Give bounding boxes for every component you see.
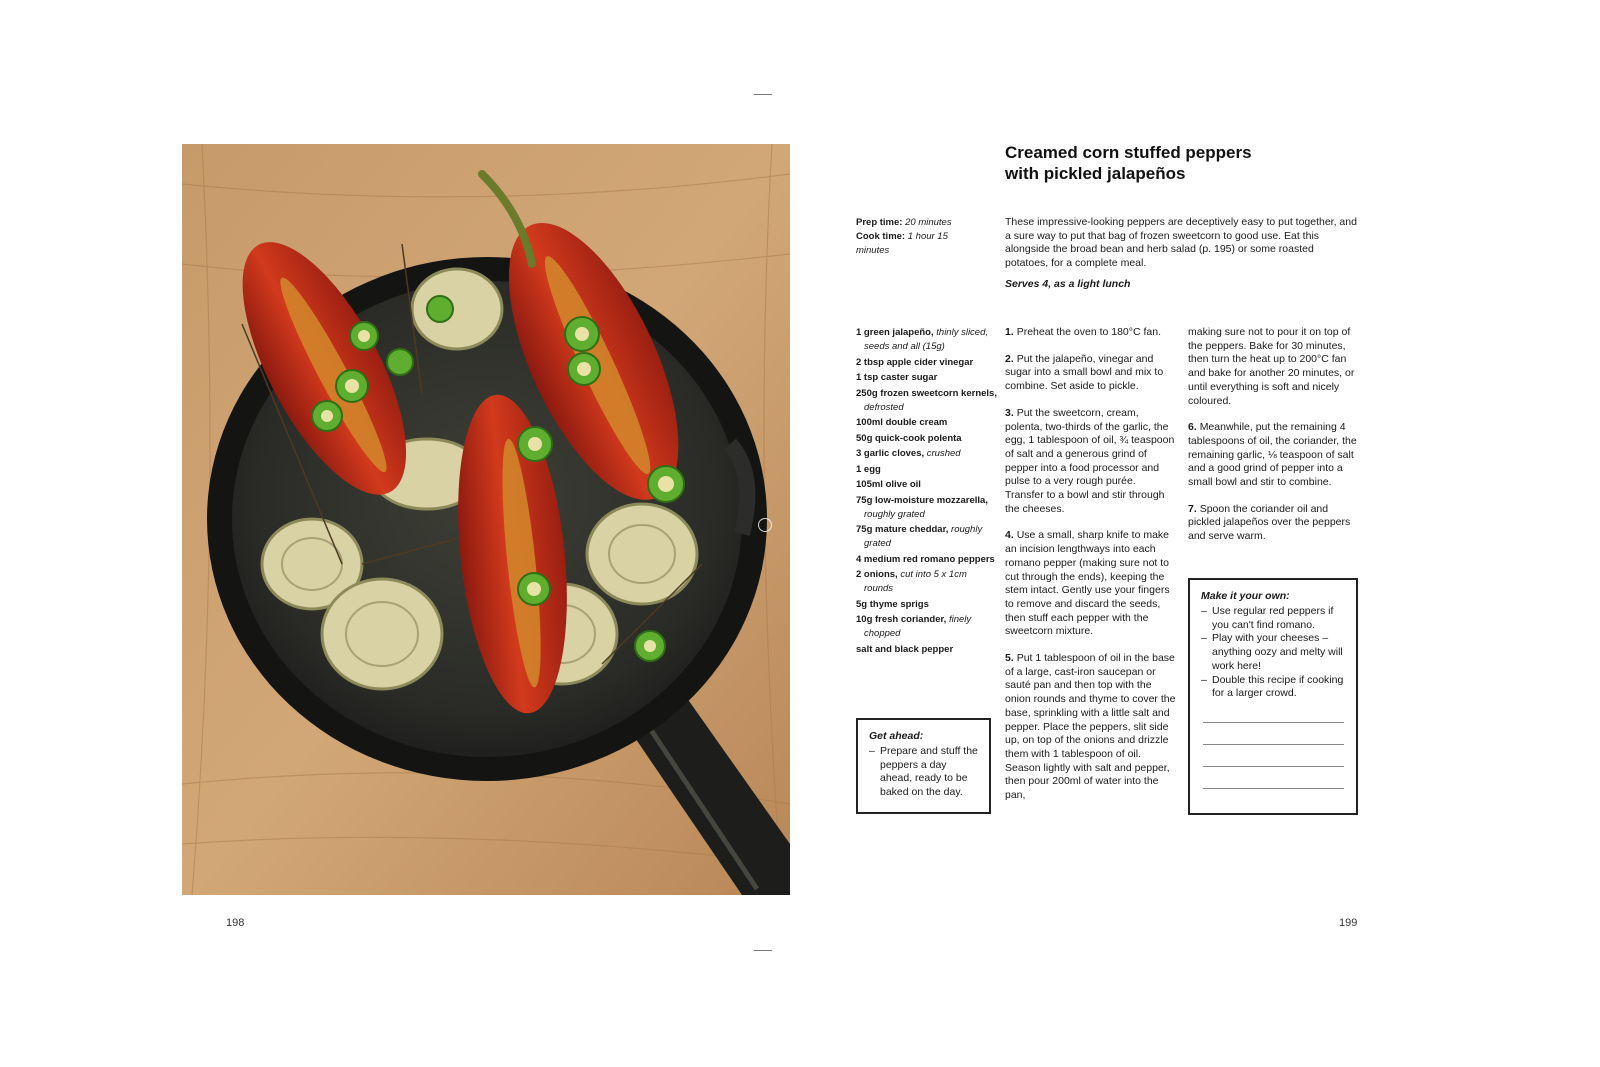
food-photo-peppers-skillet-icon <box>182 144 790 895</box>
ingredient-note: thinly sliced, seeds and all (15g) <box>864 327 989 352</box>
method-step <box>1005 529 1177 639</box>
tip-item <box>869 745 979 800</box>
get-ahead-title: Get ahead: <box>869 730 924 742</box>
step-number: 5. <box>1005 652 1014 665</box>
step-text: Use a small, sharp knife to make an incision lengthways into each romano pepper (making sure not to cut through the ends), keeping the stem intact. Gently use your fingers to remove and discard the seeds, then stuff each pepper with the sweetcorn mixture. <box>1005 529 1170 638</box>
notes-line <box>1203 788 1344 789</box>
ingredient-item <box>856 416 998 430</box>
tip-item <box>1201 632 1346 673</box>
method-step <box>1005 407 1177 517</box>
method-step <box>1005 326 1177 340</box>
tip-text: Prepare and stuff the peppers a day ahead, ready to be baked on the day. <box>880 745 978 799</box>
ingredient-item <box>856 643 998 657</box>
ingredient-name: 105ml olive oil <box>856 479 921 490</box>
ingredient-name: 75g mature cheddar, <box>856 524 949 535</box>
tip-item <box>1201 674 1346 701</box>
ingredient-item <box>856 326 998 354</box>
ingredient-note: roughly grated <box>864 508 925 520</box>
method-step <box>1188 326 1360 408</box>
ingredient-note: crushed <box>926 448 961 459</box>
food-photo <box>182 144 790 895</box>
target-icon <box>758 518 772 532</box>
ingredient-item <box>856 598 998 612</box>
ingredient-note: defrosted <box>864 401 904 413</box>
ingredient-note: cut into 5 x 1cm rounds <box>864 569 967 594</box>
serves-line: Serves 4, as a light lunch <box>1005 278 1131 290</box>
ingredient-item <box>856 463 998 477</box>
method-column-2 <box>1188 326 1360 557</box>
ingredient-item <box>856 387 998 415</box>
method-step <box>1188 503 1360 544</box>
ingredient-item <box>856 523 998 551</box>
ingredient-name: salt and black pepper <box>856 643 954 655</box>
tip-text: Play with your cheeses – anything oozy and melty will work here! <box>1212 632 1343 672</box>
ingredient-item <box>856 553 998 567</box>
ingredient-item <box>856 478 998 492</box>
page-number-right: 199 <box>1339 917 1358 929</box>
tip-text: Use regular red peppers if you can't find romano. <box>1212 605 1334 631</box>
dash-bullet-icon: – <box>1201 673 1207 686</box>
ingredient-name: 100ml double cream <box>856 417 948 428</box>
step-number: 6. <box>1188 421 1197 434</box>
tip-text: Double this recipe if cooking for a larger crowd. <box>1212 673 1344 700</box>
ingredient-name: 4 medium red romano peppers <box>856 553 995 565</box>
ingredient-name: 250g frozen sweetcorn kernels, <box>856 387 997 399</box>
notes-line <box>1203 766 1344 767</box>
ingredients-list <box>856 326 998 658</box>
make-it-your-own-list <box>1201 605 1346 701</box>
ingredient-note: roughly grated <box>864 524 983 549</box>
step-number: 4. <box>1005 529 1014 542</box>
ingredient-name: 2 tbsp apple cider vinegar <box>856 356 974 368</box>
dash-bullet-icon: – <box>1201 632 1207 645</box>
timing-info <box>856 216 996 258</box>
step-text: making sure not to pour it on top of the peppers. Bake for 30 minutes, then turn the heat up to 200°C fan and bake for another 20 minutes, or until everything is soft and nicely coloured. <box>1188 326 1355 407</box>
recipe-title <box>1005 142 1365 184</box>
ingredient-name: 1 green jalapeño, <box>856 327 934 338</box>
ingredient-item <box>856 447 998 461</box>
step-text: Put the jalapeño, vinegar and sugar into a small bowl and mix to combine. Set aside to pickle. <box>1005 352 1164 393</box>
notes-line <box>1203 744 1344 745</box>
page-number-left: 198 <box>226 917 245 929</box>
ingredient-item <box>856 432 998 446</box>
prep-time-value: 20 minutes <box>905 217 952 228</box>
get-ahead-box <box>856 718 991 814</box>
ingredient-name: 1 egg <box>856 463 881 475</box>
cook-time-label: Cook time: <box>856 231 906 242</box>
make-it-your-own-title: Make it your own: <box>1201 590 1290 602</box>
prep-time-label: Prep time: <box>856 217 903 228</box>
ingredient-note: finely chopped <box>864 614 972 639</box>
ingredient-name: 3 garlic cloves, <box>856 448 925 459</box>
ingredient-name: 1 tsp caster sugar <box>856 372 938 383</box>
method-step <box>1005 353 1177 394</box>
step-text: Preheat the oven to 180°C fan. <box>1016 326 1161 338</box>
method-step <box>1188 421 1360 490</box>
step-text: Spoon the coriander oil and pickled jalapeños over the peppers and serve warm. <box>1188 502 1351 543</box>
ingredient-name: 5g thyme sprigs <box>856 598 929 610</box>
recipe-title-line1: Creamed corn stuffed peppers <box>1005 143 1252 162</box>
ingredient-item <box>856 494 998 522</box>
ingredient-name: 75g low-moisture mozzarella, <box>856 494 988 506</box>
get-ahead-list <box>869 745 979 800</box>
dash-bullet-icon: – <box>869 745 875 757</box>
crop-mark-top <box>754 94 772 95</box>
method-column-1 <box>1005 326 1177 816</box>
ingredient-item <box>856 568 998 596</box>
step-number: 7. <box>1188 502 1197 515</box>
ingredient-item <box>856 356 998 370</box>
recipe-title-line2: with pickled jalapeños <box>1005 164 1186 183</box>
ingredient-item <box>856 371 998 385</box>
step-text: Meanwhile, put the remaining 4 tablespoons of oil, the coriander, the remaining garlic, ⅛ teaspoon of salt and a good grind of pepper into a small bowl and stir to combine. <box>1188 421 1357 489</box>
recipe-intro: These impressive-looking peppers are deceptively easy to put together, and a sure way to put that bag of frozen sweetcorn to good use. Eat this alongside the broad bean and herb salad (p. 195) or some roasted potatoes, for a complete meal. <box>1005 216 1357 270</box>
step-text: Put the sweetcorn, cream, polenta, two-thirds of the garlic, the egg, 1 tablespoon of oil, ¾ teaspoon of salt and a generous grind of pepper into a food processor and pulse to a very rough purée. Transfer to a bowl and stir through the cheeses. <box>1005 406 1175 515</box>
notes-line <box>1203 722 1344 723</box>
step-number: 1. <box>1005 326 1014 338</box>
ingredient-name: 50g quick-cook polenta <box>856 432 962 444</box>
crop-mark-bottom <box>754 950 772 951</box>
method-step <box>1005 652 1177 803</box>
step-number: 3. <box>1005 406 1014 419</box>
cook-time-value: 1 hour 15 minutes <box>856 231 948 256</box>
dash-bullet-icon: – <box>1201 605 1207 617</box>
step-number: 2. <box>1005 352 1014 365</box>
tip-item <box>1201 605 1346 632</box>
ingredient-name: 2 onions, <box>856 569 898 580</box>
ingredient-item <box>856 613 998 641</box>
step-text: Put 1 tablespoon of oil in the base of a large, cast-iron saucepan or sauté pan and then top with the onion rounds and thyme to cover the base, sprinkling with a little salt and pepper. Place the peppers, slit side up, on top of the onions and drizzle them with 1 tablespoon of oil. Season lightly with salt and pepper, then pour 200ml of water into the pan, <box>1005 652 1176 802</box>
ingredient-name: 10g fresh coriander, <box>856 614 947 625</box>
make-it-your-own-box <box>1188 578 1358 815</box>
